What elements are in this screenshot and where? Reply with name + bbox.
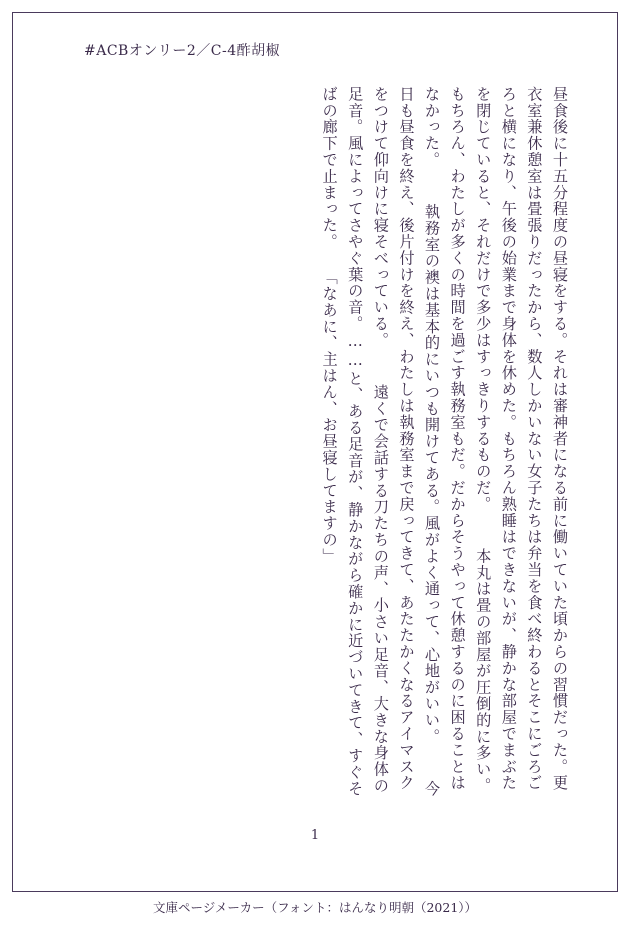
body-text-vertical — [56, 86, 572, 806]
page-header: #ACBオンリー2／C-4酢胡椒 — [84, 43, 281, 59]
body-paragraph: 昼食後に十五分程度の昼寝をする。それは審神者になる前に働いていた頃からの習慣だった。更衣室兼休憩室は畳張りだったから、数人しかいない女子たちは弁当を食べ終わるとそこにごろごろと横になり、午後の始業まで身体を休めた。もちろん熟睡はできないが、静かな部屋でまぶたを閉じていると、それだけで多少はすっきりするものだ。 本丸は畳の部屋が圧倒的に多い。もちろん、わたしが多くの時間を過ごす執務室もだ。だからそうやって休憩するのに困ることはなかった。 執務室の襖は基本的にいつも開けてある。風がよく通って、心地がいい。 今日も昼食を終え、後片付けを終え、わたしは執務室まで戻ってきて、あたたかくなるアイマスクをつけて仰向けに寝そべっている。 遠くで会話する刀たちの声、小さい足音、大きな身体の足音。風によってさやぐ葉の音。……と、ある足音が、静かながら確かに近づいてきて、すぐそばの廊下で止まった。 「なあに、主はん、お昼寝してますの」 — [320, 86, 569, 797]
page-number: 1 — [310, 828, 320, 843]
footer-credit: 文庫ページメーカー（フォント：はんなり明朝（2021）） — [152, 900, 478, 915]
